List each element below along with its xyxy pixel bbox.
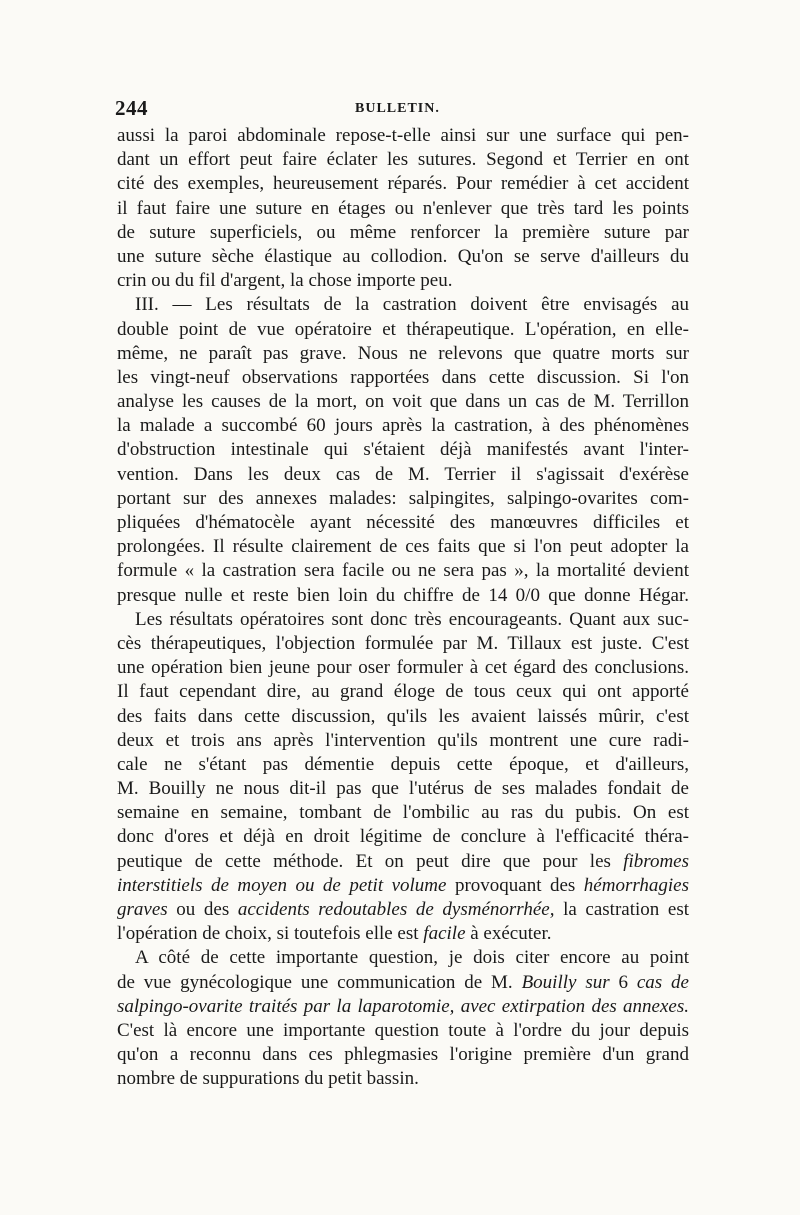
text-segment: l'opération de choix, si toutefois elle est: [117, 923, 419, 945]
text-line: des faits dans cette discussion, qu'ils les avaient laissés mûrir, c'est: [117, 705, 689, 727]
italic-segment: facile: [423, 923, 466, 945]
text-line: semaine en semaine, tombant de l'ombilic au ras du pubis. On est: [117, 802, 689, 824]
text-line: A côté de cette importante question, je dois citer encore au point: [135, 947, 689, 969]
text-segment: la castration est: [563, 899, 690, 920]
text-line: qu'on a reconnu dans ces phlegmasies l'origine première d'un grand: [117, 1044, 689, 1066]
text-line: portant sur des annexes malades: salpingites, salpingo-ovarites com-: [117, 487, 689, 509]
text-segment: provoquant des: [454, 874, 576, 896]
italic-segment: interstitiels de moyen ou de petit volume: [117, 874, 447, 896]
text-line: les vingt-neuf observations rapportées dans cette discussion. Si l'on: [117, 366, 689, 388]
body-text: [117, 124, 689, 1092]
text-segment: de vue gynécologique une communication de M.: [117, 971, 513, 993]
text-line: de suture superficiels, ou même renforcer la première suture par: [117, 221, 689, 243]
text-line: crin ou du fil d'argent, la chose importe peu.: [117, 270, 453, 292]
text-line: une opération bien jeune pour oser formuler à cet égard des conclusions.: [117, 657, 689, 679]
text-segment: 6: [618, 971, 628, 993]
text-segment: à exécuter.: [470, 923, 552, 945]
text-line: [117, 971, 689, 995]
text-line: salpingo-ovarite traités par la laparotomie, avec extirpation des annexes.: [117, 995, 689, 1017]
text-line: nombre de suppurations du petit bassin.: [117, 1068, 419, 1090]
running-title: BULLETIN.: [355, 101, 440, 116]
text-segment: ou des: [176, 899, 230, 920]
text-line: donc d'ores et déjà en droit légitime de conclure à l'efficacité théra-: [117, 826, 689, 848]
text-line: il faut faire une suture en étages ou n'enlever que très tard les points: [117, 197, 689, 219]
text-line: deux et trois ans après l'intervention qu'ils montrent une cure radi-: [117, 729, 689, 751]
text-line: d'obstruction intestinale qui s'étaient déjà manifestés avant l'inter-: [117, 439, 689, 461]
text-line: même, ne paraît pas grave. Nous ne relevons que quatre morts sur: [117, 342, 689, 364]
italic-segment: fibromes: [623, 850, 690, 872]
text-line: double point de vue opératoire et thérapeutique. L'opération, en elle-: [117, 318, 689, 340]
page-number: 244: [115, 96, 148, 120]
page-header: [115, 96, 695, 126]
italic-segment: hémorrhagies: [583, 874, 690, 896]
text-line: [117, 922, 689, 946]
italic-segment: Bouilly sur: [521, 971, 610, 993]
text-line: formule « la castration sera facile ou ne sera pas », la mortalité devient: [117, 560, 689, 582]
text-line: III. — Les résultats de la castration doivent être envisagés au: [135, 294, 689, 316]
text-line: [117, 850, 689, 874]
italic-segment: accidents redoutables de dysménorrhée,: [237, 899, 555, 920]
text-line: prolongées. Il résulte clairement de ces faits que si l'on peut adopter la: [117, 536, 689, 558]
text-line: analyse les causes de la mort, on voit que dans un cas de M. Terrillon: [117, 391, 689, 413]
text-line: Il faut cependant dire, au grand éloge de tous ceux qui ont apporté: [117, 681, 689, 703]
text-line: [117, 898, 689, 922]
text-line: M. Bouilly ne nous dit-il pas que l'utérus de ses malades fondait de: [117, 778, 689, 800]
text-line: vention. Dans les deux cas de M. Terrier il s'agissait d'exérèse: [117, 463, 689, 485]
text-segment: peutique de cette méthode. Et on peut dire que pour les: [117, 850, 611, 872]
text-line: Les résultats opératoires sont donc très encourageants. Quant aux suc-: [135, 608, 689, 630]
text-line: aussi la paroi abdominale repose-t-elle ainsi sur une surface qui pen-: [117, 125, 689, 146]
text-line: cale ne s'étant pas démentie depuis cette époque, et d'ailleurs,: [117, 753, 689, 775]
text-line: presque nulle et reste bien loin du chiffre de 14 0/0 que donne Hégar.: [117, 584, 689, 606]
text-line: dant un effort peut faire éclater les sutures. Segond et Terrier en ont: [117, 149, 689, 171]
text-line: cité des exemples, heureusement réparés. Pour remédier à cet accident: [117, 173, 689, 195]
text-line: [117, 874, 689, 898]
text-line: cès thérapeutiques, l'objection formulée par M. Tillaux est juste. C'est: [117, 632, 689, 654]
italic-segment: graves: [117, 899, 168, 920]
text-line: pliquées d'hématocèle ayant nécessité des manœuvres difficiles et: [117, 512, 689, 533]
italic-segment: cas de: [636, 971, 689, 993]
text-line: la malade a succombé 60 jours après la castration, à des phénomènes: [117, 415, 689, 437]
text-line: C'est là encore une importante question toute à l'ordre du jour depuis: [117, 1019, 689, 1041]
text-line: une suture sèche élastique au collodion. Qu'on se serve d'ailleurs du: [117, 245, 689, 267]
